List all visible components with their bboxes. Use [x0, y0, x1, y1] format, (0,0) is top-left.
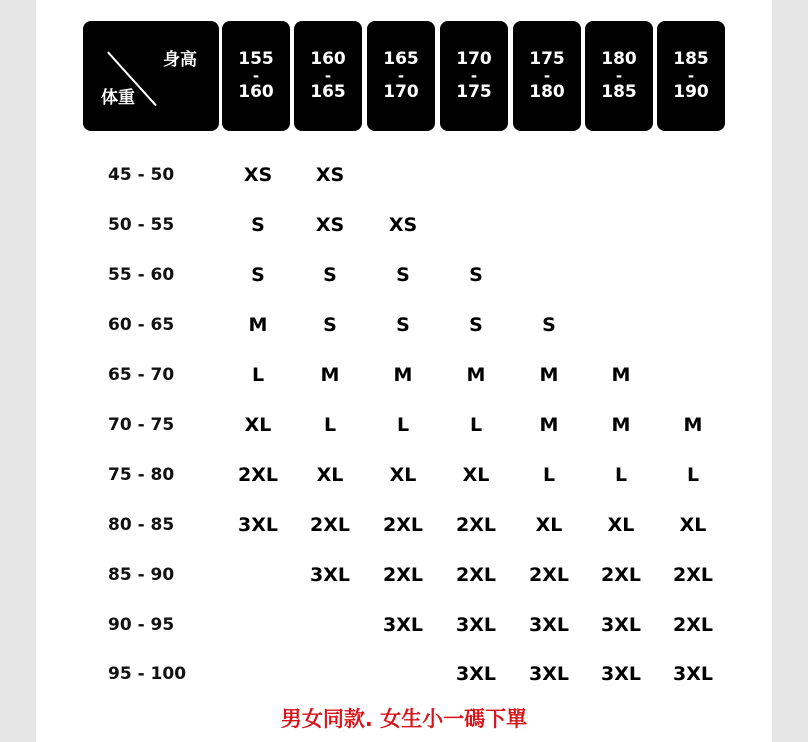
size-cell: 3XL: [238, 514, 278, 536]
table-row: [36, 260, 772, 290]
size-cell: L: [251, 364, 265, 386]
size-cell: 3XL: [310, 564, 350, 586]
size-cell: 2XL: [383, 564, 423, 586]
height-range-dash: -: [397, 67, 405, 85]
height-range-top: 160: [310, 49, 346, 69]
weight-range-label: 45 - 50: [108, 165, 175, 185]
height-range-bottom: 180: [529, 82, 565, 102]
table-row: [36, 160, 772, 190]
size-cell: M: [248, 314, 268, 336]
height-range-header: [513, 21, 581, 131]
table-row: [36, 510, 772, 540]
height-range-header: [222, 21, 290, 131]
height-axis-label: 身高: [163, 50, 197, 70]
table-row: [36, 659, 772, 689]
size-cell: 2XL: [673, 614, 713, 636]
size-cell: XL: [316, 464, 344, 486]
size-cell: S: [542, 314, 556, 336]
size-cell: L: [614, 464, 628, 486]
height-range-header: [657, 21, 725, 131]
height-range-dash: -: [470, 67, 478, 85]
table-row: [36, 460, 772, 490]
size-cell: 2XL: [673, 564, 713, 586]
height-range-bottom: 175: [456, 82, 492, 102]
size-cell: M: [393, 364, 413, 386]
size-cell: M: [539, 364, 559, 386]
height-range-dash: -: [252, 67, 260, 85]
size-cell: 3XL: [601, 614, 641, 636]
size-cell: XL: [535, 514, 563, 536]
size-cell: 2XL: [529, 564, 569, 586]
size-cell: S: [251, 214, 265, 236]
height-range-header: [585, 21, 653, 131]
size-cell: S: [396, 314, 410, 336]
size-cell: M: [683, 414, 703, 436]
height-range-header: [440, 21, 508, 131]
height-range-dash: -: [615, 67, 623, 85]
weight-range-label: 95 - 100: [108, 664, 187, 684]
size-cell: M: [611, 364, 631, 386]
weight-range-label: 50 - 55: [108, 215, 175, 235]
footer-note: 男女同款. 女生小一碼下單: [280, 707, 528, 731]
height-range-bottom: 185: [601, 82, 637, 102]
weight-range-label: 60 - 65: [108, 315, 175, 335]
size-cell: 2XL: [456, 564, 496, 586]
size-cell: L: [542, 464, 556, 486]
header-corner-cell: [83, 21, 219, 131]
weight-range-label: 80 - 85: [108, 515, 175, 535]
size-cell: XL: [462, 464, 490, 486]
height-range-dash: -: [543, 67, 551, 85]
size-cell: M: [539, 414, 559, 436]
size-cell: M: [466, 364, 486, 386]
size-cell: 2XL: [601, 564, 641, 586]
size-cell: S: [323, 264, 337, 286]
size-cell: L: [323, 414, 337, 436]
height-range-top: 180: [601, 49, 637, 69]
size-cell: S: [396, 264, 410, 286]
height-range-top: 165: [383, 49, 419, 69]
height-range-bottom: 160: [238, 82, 274, 102]
size-cell: XS: [243, 164, 273, 186]
size-cell: M: [320, 364, 340, 386]
table-row: [36, 360, 772, 390]
size-cell: XS: [315, 214, 345, 236]
table-row: [36, 560, 772, 590]
height-range-header: [367, 21, 435, 131]
weight-range-label: 70 - 75: [108, 415, 175, 435]
weight-range-label: 75 - 80: [108, 465, 175, 485]
height-range-bottom: 165: [310, 82, 346, 102]
height-range-top: 170: [456, 49, 492, 69]
size-cell: XL: [389, 464, 417, 486]
height-range-bottom: 190: [673, 82, 709, 102]
height-range-top: 155: [238, 49, 274, 69]
size-cell: L: [396, 414, 410, 436]
height-range-top: 185: [673, 49, 709, 69]
height-range-dash: -: [324, 67, 332, 85]
size-cell: 3XL: [383, 614, 423, 636]
size-cell: XS: [315, 164, 345, 186]
size-cell: 2XL: [456, 514, 496, 536]
table-row: [36, 410, 772, 440]
weight-range-label: 85 - 90: [108, 565, 175, 585]
size-cell: XS: [388, 214, 418, 236]
table-row: [36, 210, 772, 240]
size-cell: XL: [244, 414, 272, 436]
height-range-bottom: 170: [383, 82, 419, 102]
height-range-top: 175: [529, 49, 565, 69]
weight-axis-label: 体重: [101, 88, 135, 108]
weight-range-label: 90 - 95: [108, 615, 175, 635]
size-cell: L: [686, 464, 700, 486]
size-cell: M: [611, 414, 631, 436]
size-cell: XL: [607, 514, 635, 536]
size-cell: L: [469, 414, 483, 436]
table-row: [36, 310, 772, 340]
size-cell: XL: [679, 514, 707, 536]
table-row: [36, 610, 772, 640]
size-cell: S: [469, 314, 483, 336]
size-cell: 3XL: [456, 614, 496, 636]
size-cell: 3XL: [456, 663, 496, 685]
size-cell: 2XL: [310, 514, 350, 536]
size-cell: S: [251, 264, 265, 286]
size-cell: S: [469, 264, 483, 286]
size-cell: 3XL: [673, 663, 713, 685]
size-cell: S: [323, 314, 337, 336]
size-cell: 2XL: [238, 464, 278, 486]
size-cell: 3XL: [601, 663, 641, 685]
weight-range-label: 55 - 60: [108, 265, 175, 285]
size-cell: 2XL: [383, 514, 423, 536]
height-range-header: [294, 21, 362, 131]
size-chart-sheet: [36, 0, 772, 742]
height-range-dash: -: [687, 67, 695, 85]
size-cell: 3XL: [529, 663, 569, 685]
size-cell: 3XL: [529, 614, 569, 636]
weight-range-label: 65 - 70: [108, 365, 175, 385]
